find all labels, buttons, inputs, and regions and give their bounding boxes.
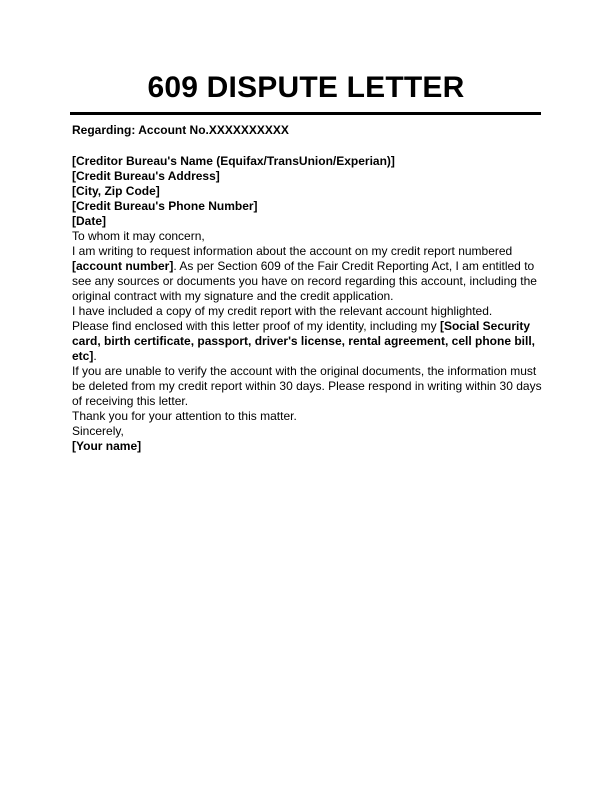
paragraph-identity-lead: Please find enclosed with this letter proof of my identity, including my — [72, 319, 440, 333]
letter-date: [Date] — [72, 214, 107, 228]
signature-placeholder: [Your name] — [72, 439, 142, 453]
title-divider — [70, 112, 541, 115]
letter-body — [72, 123, 542, 454]
recipient-name: [Creditor Bureau's Name (Equifax/TransUnion/Experian)] — [72, 154, 395, 168]
paragraph-verification: If you are unable to verify the account with the original documents, the information must be deleted from my credit report within 30 days. Please respond in writing within 30 days of receiving this letter. — [72, 364, 542, 408]
identity-documents-placeholder: [Social Security card, birth certificate, passport, driver's license, rental agreement, cell phone bill, etc] — [72, 319, 536, 363]
recipient-address: [Credit Bureau's Address] — [72, 169, 220, 183]
paragraph-identity-end: . — [93, 349, 97, 363]
paragraph-request-rest: . As per Section 609 of the Fair Credit Reporting Act, I am entitled to see any sources or documents you have on record regarding this account, including the original contract with my signature and the credit application. — [72, 259, 537, 303]
recipient-address-block — [72, 154, 542, 214]
paragraph-identity — [72, 319, 542, 364]
recipient-city-zip: [City, Zip Code] — [72, 184, 160, 198]
paragraph-request — [72, 244, 542, 304]
page-title: 609 DISPUTE LETTER — [147, 71, 465, 104]
regarding-line: Regarding: Account No.XXXXXXXXXX — [72, 123, 289, 137]
greeting: To whom it may concern, — [72, 229, 205, 243]
paragraph-thanks: Thank you for your attention to this matter. — [72, 409, 297, 423]
recipient-phone: [Credit Bureau's Phone Number] — [72, 199, 258, 213]
account-number-placeholder: [account number] — [72, 259, 174, 273]
closing: Sincerely, — [72, 424, 124, 438]
paragraph-request-lead: I am writing to request information about the account on my credit report numbered — [72, 244, 513, 258]
paragraph-enclosure: I have included a copy of my credit report with the relevant account highlighted. — [72, 304, 493, 318]
